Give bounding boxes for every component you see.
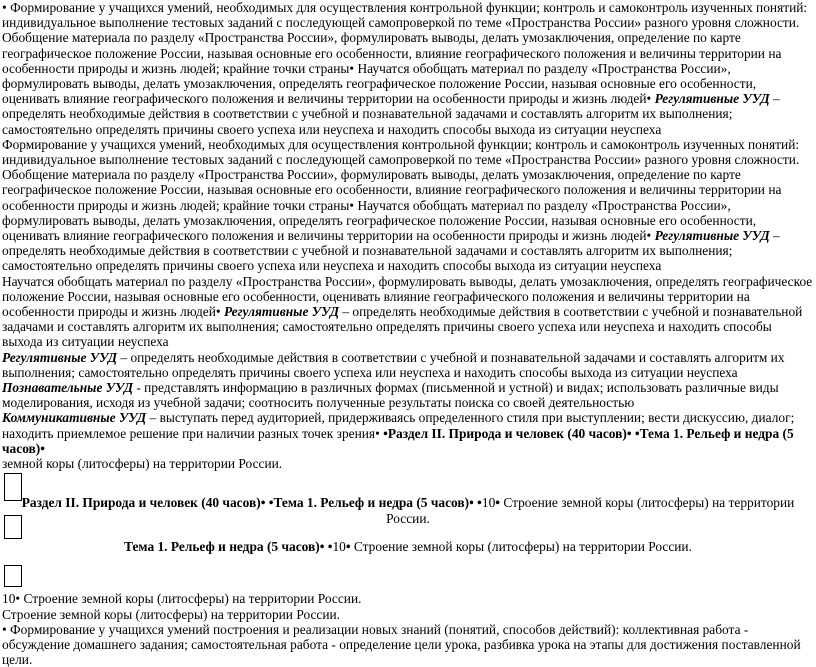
bullet: •: [40, 440, 45, 456]
regulative-label: Регулятивные УУД: [223, 304, 339, 320]
paragraph-2: [2, 137, 814, 274]
bullet: •: [349, 197, 355, 213]
bullet: •: [2, 0, 7, 15]
lesson-number: 10: [2, 591, 16, 607]
regulative-label: Регулятивные УУД: [2, 349, 118, 365]
empty-cell: [4, 515, 22, 539]
lesson-number: 10: [332, 539, 346, 555]
paragraph-1: [2, 0, 814, 137]
regulative-label: Регулятивные УУД: [654, 91, 770, 107]
final-text: Формирование у учащихся умений построения и реализации новых знаний (понятий, способов действий): коллективная работа - обсуждение домашнего задания; самостоятельная работа - определение цели урока, разбивка урока на этапы для достижения поставленной цели.: [2, 621, 801, 667]
communicative-paragraph: [2, 410, 814, 456]
bullet: •: [469, 495, 474, 511]
communicative-text: – выступать перед аудиторией, придерживаясь определенного стиля при выступлении; вести дискуссию, диалог; находить приемлемое решение при наличии разных точек зрения: [2, 410, 795, 441]
bullet: •: [327, 539, 333, 555]
lesson-line: [2, 456, 814, 471]
bullet: •: [215, 304, 221, 320]
bullet: •: [634, 425, 640, 441]
topic-title: Тема 1. Рельеф и недра (5 часов): [124, 539, 320, 555]
bullet: •: [646, 228, 652, 244]
table-row-section: [2, 471, 814, 526]
para1-text-b: Научатся обобщать материал по разделу «Пространства России», формулировать выводы, делать умозаключения, определять географическое положение России, называя основные его особенности, оценивать влияние географического положения и величины территории на особенности природы и жизнь людей: [2, 60, 757, 107]
bullet: •: [375, 425, 380, 441]
paragraph-3: [2, 274, 814, 350]
regulative-label: Регулятивные УУД: [654, 228, 770, 244]
para3-text: Научатся обобщать материал по разделу «Пространства России», формулировать выводы, делать умозаключения, определять географическое положение России, называя основные его особенности, оценивать влияние географического положения и величины территории на особенности природы и жизнь людей: [2, 273, 813, 320]
bullet: •: [268, 495, 274, 511]
bullet: •: [260, 495, 266, 511]
section-title: Раздел II. Природа и человек (40 часов): [21, 495, 261, 511]
cognitive-paragraph: [2, 380, 814, 410]
bullet: •: [646, 91, 652, 107]
para2-text-a: Формирование у учащихся умений, необходимых для осуществления контрольной функции; контроль и самоконтроль изученных понятий: индивидуальное выполнение тестовых заданий с последующей самопроверкой по теме «Пространства России» разного уровня сложности. Обобщение материала по разделу «Пространства России», формулировать выводы, делать умозаключения, определение по карте географическое положение России, называя основные его особенности, влияние географического положения и величины территории на особенности природы и жизнь людей; крайние точки страны: [2, 136, 800, 213]
bullet: •: [626, 425, 632, 441]
bullet: •: [477, 495, 482, 511]
bullet: •: [383, 425, 388, 441]
para2-text-b: Научатся обобщать материал по разделу «Пространства России», формулировать выводы, делать умозаключения, определять географическое положение России, называя основные его особенности, оценивать влияние географического положения и величины территории на особенности природы и жизнь людей: [2, 197, 757, 244]
para1-text-a: Формирование у учащихся умений, необходимых для осуществления контрольной функции; контроль и самоконтроль изученных понятий: индивидуальное выполнение тестовых заданий с последующей самопроверкой по теме «Пространства России» разного уровня сложности. Обобщение материала по разделу «Пространства России», формулировать выводы, делать умозаключения, определение по карте географическое положение России, называя основные его особенности, влияние географического положения и величины территории на особенности природы и жизнь людей; крайние точки страны: [2, 0, 808, 76]
lesson-full: Строение земной коры (литосферы) на территории России.: [20, 591, 362, 607]
table-row-topic: [2, 515, 814, 565]
topic-title: Тема 1. Рельеф и недра (5 часов): [2, 425, 794, 456]
bullet: •: [15, 591, 21, 607]
table-row-lesson: [2, 565, 814, 591]
regulative-text: – определять необходимые действия в соответствии с учебной и познавательной задачами и составлять алгоритм их выполнения; самостоятельно определять причины своего успеха или неуспеха и находить способы выхода из ситуации неуспеха: [2, 91, 780, 137]
bullet: •: [495, 495, 500, 511]
regulative-text: – определять необходимые действия в соответствии с учебной и познавательной задачами и составлять алгоритм их выполнения; самостоятельно определять причины своего успеха или неуспеха и находить способы выхода из ситуации неуспеха: [2, 349, 785, 380]
bullet: •: [349, 60, 355, 76]
regulative-text: – определять необходимые действия в соответствии с учебной и познавательной задачами и составлять алгоритм их выполнения; самостоятельно определять причины своего успеха или неуспеха и находить способы выхода из ситуации неуспеха: [2, 228, 780, 274]
communicative-label: Коммуникативные УУД: [2, 410, 147, 426]
bullet: •: [2, 621, 7, 637]
final-paragraph: [2, 622, 814, 667]
lesson-text: земной коры (литосферы) на территории России.: [2, 456, 283, 472]
lesson-plain: Строение земной коры (литосферы) на территории России.: [2, 606, 341, 622]
regulative-text: – определять необходимые действия в соответствии с учебной и познавательной задачами и составлять алгоритм их выполнения; самостоятельно определять причины своего успеха или неуспеха и находить способы выхода из ситуации неуспеха: [2, 304, 803, 350]
section-title: Раздел II. Природа и человек (40 часов): [387, 425, 627, 441]
bullet: •: [319, 539, 325, 555]
lesson-number-line: [2, 591, 814, 606]
topic-title: Тема 1. Рельеф и недра (5 часов): [273, 495, 470, 511]
cognitive-text: - представлять информацию в различных формах (письменной и устной) и видах; использовать различные виды моделирования, исходя из учебной задачи; соотносить полученные результаты поиска со своей деятельностью: [2, 380, 779, 411]
lesson-plain-line: [2, 607, 814, 622]
lesson-number: 10: [481, 495, 496, 511]
row-topic-line: [2, 539, 814, 554]
cognitive-label: Познавательные УУД: [2, 380, 133, 396]
paragraph-4: [2, 350, 814, 380]
lesson-full: Строение земной коры (литосферы) на территории России.: [386, 495, 795, 526]
empty-cell: [4, 565, 22, 587]
bullet: •: [345, 539, 351, 555]
lesson-full: Строение земной коры (литосферы) на территории России.: [350, 539, 692, 555]
